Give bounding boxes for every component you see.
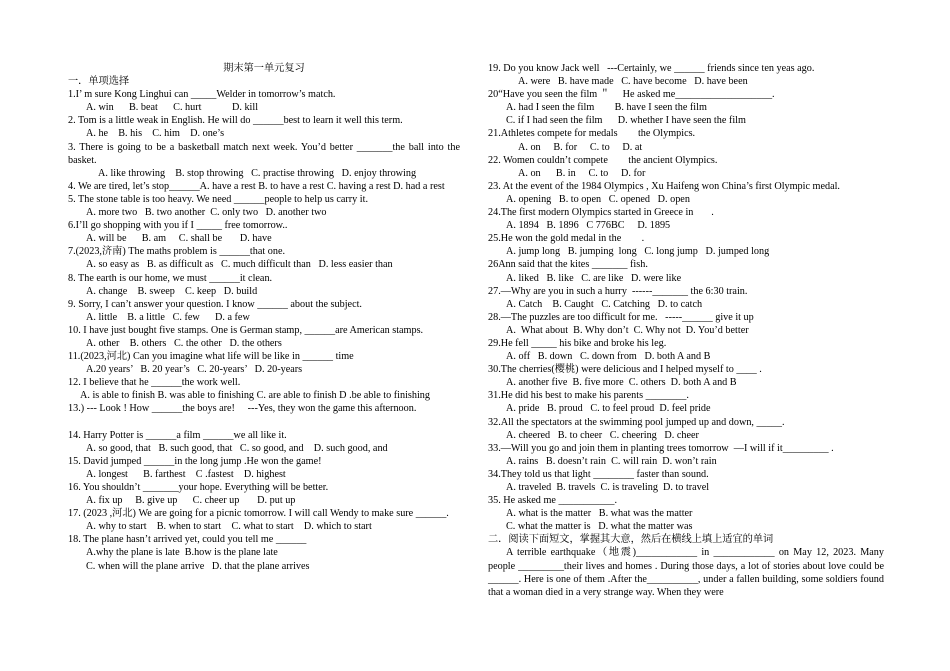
question-26: 26Ann said that the kites _______ fish. (488, 259, 648, 271)
question-24-options: A. 1894 B. 1896 C 776BC D. 1895 (506, 220, 671, 232)
question-25: 25.He won the gold medal in the . (488, 233, 645, 245)
question-14-options: A. so good, that B. such good, that C. so good, and D. such good, and (86, 442, 388, 454)
question-8-options: A. change B. sweep C. keep D. build (86, 285, 258, 297)
question-10-options: A. other B. others C. the other D. the others (86, 337, 282, 349)
question-14: 14. Harry Potter is ______a film ______we all like it. (68, 429, 287, 441)
question-12: 12. I believe that he ______the work well. (68, 377, 241, 389)
question-2: 2. Tom is a little weak in English. He will do ______best to learn it well this term. (68, 115, 403, 127)
question-18: 18. The plane hasn’t arrived yet, could you tell me ______ (68, 534, 307, 546)
question-3: 3. There is going to be a basketball match next week. You’d better _______the ball into the basket. (68, 141, 460, 166)
question-29-options: A. off B. down C. down from D. both A and B (506, 351, 711, 363)
question-28-options: A. What about B. Why don’t C. Why not D. You’d better (506, 324, 749, 336)
question-29: 29.He fell _____ his bike and broke his leg. (488, 337, 667, 349)
question-12-options: A. is able to finish B. was able to finishing C. are able to finish D .be able to finishing (80, 390, 430, 402)
question-34-options: A. traveled B. travels C. is traveling D. to travel (506, 482, 710, 493)
question-5: 5. The stone table is too heavy. We need ______people to help us carry it. (68, 193, 369, 205)
blank-line (68, 416, 460, 429)
question-32: 32.All the spectators at the swimming pool jumped up and down, _____. (488, 416, 785, 428)
question-31: 31.He did his best to make his parents ________. (488, 390, 689, 402)
question-17-options: A. why to start B. when to start C. what to start D. which to start (86, 521, 372, 533)
left-column (68, 62, 460, 573)
question-16: 16. You shouldn’t _______your hope. Everything will be better. (68, 482, 329, 493)
question-20: 20“Have you seen the film ＂ He asked me___________________. (488, 89, 775, 101)
question-18-options-2: C. when will the plane arrive D. that the plane arrives (86, 560, 310, 572)
question-1-options: A. win B. beat C. hurt D. kill (86, 102, 259, 114)
question-11-options: A.20 years’ B. 20 year’s C. 20-years’ D. 20-years (86, 364, 303, 376)
question-35: 35. He asked me ___________. (488, 495, 618, 507)
question-6: 6.I’ll go shopping with you if I _____ free tomorrow.. (68, 220, 288, 232)
document-title: 期末第一单元复习 (223, 63, 305, 74)
question-20-options-1: A. had I seen the film B. have I seen the film (506, 102, 707, 114)
question-20-options-2: C. if I had seen the film D. whether I have seen the film (506, 115, 746, 127)
right-column (488, 62, 884, 599)
question-33: 33.—Will you go and join them in planting trees tomorrow —I will if it_________ . (488, 442, 834, 454)
question-19-options: A. were B. have made C. have become D. have been (518, 76, 748, 88)
question-23-options: A. opening B. to open C. opened D. open (506, 193, 690, 205)
question-8: 8. The earth is our home, we must ______it clean. (68, 272, 273, 284)
question-17: 17. (2023 ,河北) We are going for a picnic tomorrow. I will call Wendy to make sure ______. (68, 508, 449, 520)
question-3-options: A. like throwing B. stop throwing C. practise throwing D. enjoy throwing (98, 167, 417, 179)
question-35-options-2: C. what the matter is D. what the matter was (506, 521, 693, 533)
question-10: 10. I have just bought five stamps. One is German stamp, ______are American stamps. (68, 324, 424, 336)
question-27-options: A. Catch B. Caught C. Catching D. to catch (506, 298, 703, 310)
question-2-options: A. he B. his C. him D. one’s (86, 128, 225, 140)
question-23: 23. At the event of the 1984 Olympics , Xu Haifeng won China’s first Olympic medal. (488, 180, 840, 192)
question-15: 15. David jumped ______in the long jump .He won the game! (68, 455, 322, 467)
question-30-options: A. another five B. five more C. others D. both A and B (506, 377, 737, 389)
question-22-options: A. on B. in C. to D. for (518, 167, 646, 179)
question-9-options: A. little B. a little C. few D. a few (86, 311, 250, 323)
question-33-options: A. rains B. doesn’t rain C. will rain D. won’t rain (506, 455, 717, 467)
question-21-options: A. on B. for C. to D. at (518, 141, 643, 153)
question-26-options: A. liked B. like C. are like D. were like (506, 272, 682, 284)
question-32-options: A. cheered B. to cheer C. cheering D. cheer (506, 429, 699, 441)
question-13: 13.) --- Look ! How ______the boys are! ---Yes, they won the game this afternoon. (68, 403, 417, 415)
question-16-options: A. fix up B. give up C. cheer up D. put up (86, 495, 296, 507)
section-heading-choice: 一．单项选择 (68, 76, 130, 88)
question-11: 11.(2023,河北) Can you imagine what life will be like in ______ time (68, 351, 354, 363)
question-9: 9. Sorry, I can’t answer your question. I know ______ about the subject. (68, 298, 362, 310)
question-1: 1.I’ m sure Kong Linghui can _____Welder in tomorrow’s match. (68, 89, 336, 101)
question-28: 28.—The puzzles are too difficult for me. -----______ give it up (488, 311, 754, 323)
section-heading-reading: 二．阅读下面短文，掌握其大意，然后在横线上填上适宜的单词 (488, 534, 774, 546)
question-15-options: A. longest B. farthest C .fastest D. highest (86, 468, 286, 480)
question-4: 4. We are tired, let’s stop______A. have a rest B. to have a rest C. having a rest D. had a rest (68, 180, 445, 192)
question-27: 27.—Why are you in such a hurry ------_______ the 6:30 train. (488, 285, 748, 297)
question-18-options-1: A.why the plane is late B.how is the plane late (86, 547, 278, 559)
question-22: 22. Women couldn’t compete the ancient Olympics. (488, 154, 718, 166)
question-35-options-1: A. what is the matter B. what was the matter (506, 508, 693, 520)
reading-passage: A terrible earthquake（地震)____________ in ____________ on May 12, 2023. Many people _________their lives and homes . During those days, a lot of stories about love could be ______. Here is one of them .After the__________, under a fallen building, some soldiers found that a woman died in a very strange way. When they were (488, 547, 884, 598)
question-30: 30.The cherries(樱桃) were delicious and I helped myself to ____ . (488, 364, 762, 376)
question-6-options: A. will be B. am C. shall be D. have (86, 233, 272, 245)
question-19: 19. Do you know Jack well ---Certainly, we ______ friends since ten yeas ago. (488, 63, 815, 74)
question-24: 24.The first modern Olympics started in Greece in . (488, 207, 714, 219)
question-31-options: A. pride B. proud C. to feel proud D. feel pride (506, 403, 711, 415)
question-7: 7.(2023,济南) The maths problem is ______that one. (68, 246, 286, 258)
question-5-options: A. more two B. two another C. only two D. another two (86, 207, 327, 219)
question-34: 34.They told us that light ________ faster than sound. (488, 468, 709, 480)
question-25-options: A. jump long B. jumping long C. long jump D. jumped long (506, 246, 770, 258)
question-7-options: A. so easy as B. as difficult as C. much difficult than D. less easier than (86, 259, 393, 271)
question-21: 21.Athletes compete for medals the Olympics. (488, 128, 696, 140)
